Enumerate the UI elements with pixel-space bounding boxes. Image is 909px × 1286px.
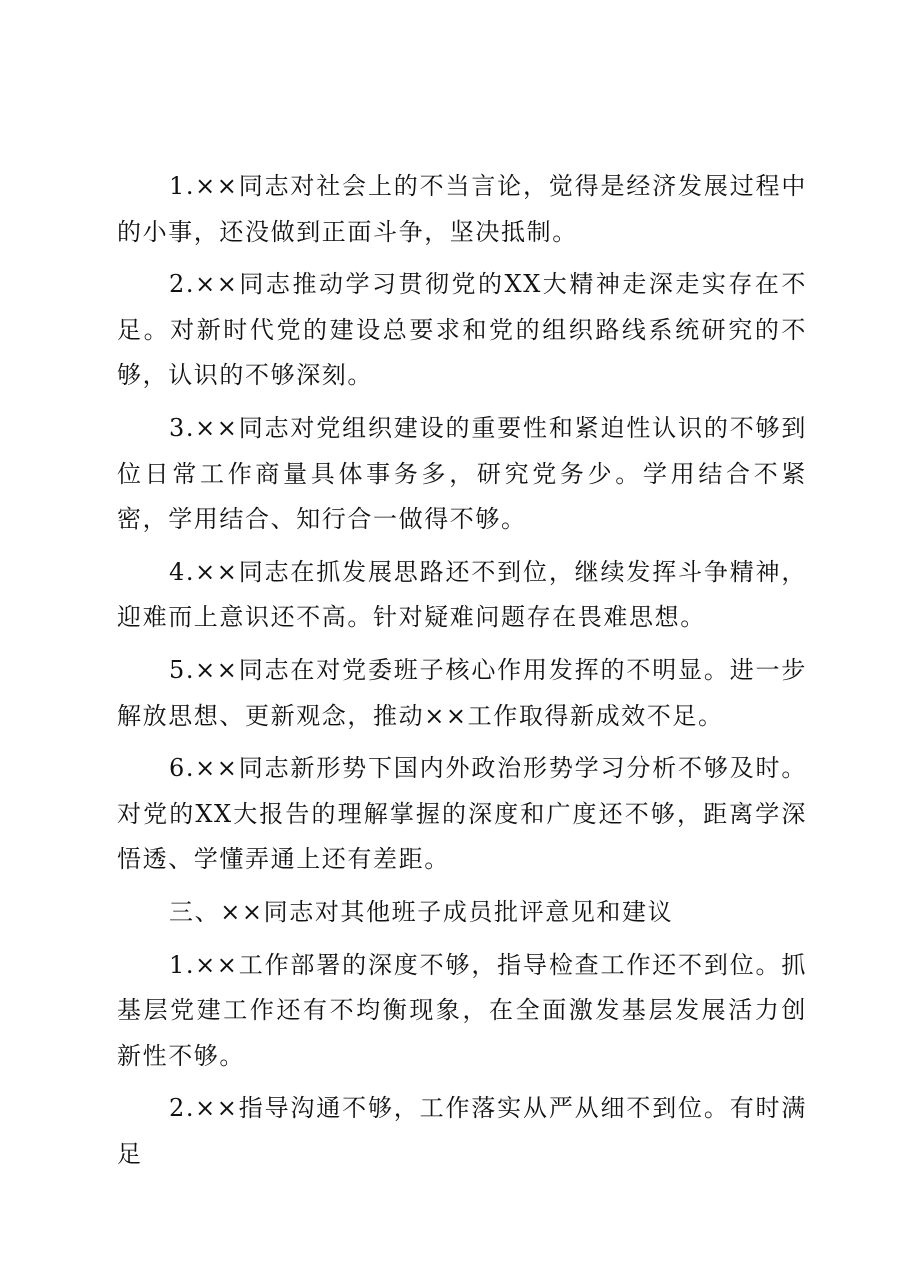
paragraph-item-8: 2.××指导沟通不够，工作落实从严从细不到位。有时满足: [117, 1094, 807, 1168]
paragraph-item-2: 2.××同志推动学习贯彻党的XX大精神走深走实存在不足。对新时代党的建设总要求和党的组织路线系统研究的不够，认识的不够深刻。: [117, 270, 807, 390]
paragraph-item-3: 3.××同志对党组织建设的重要性和紧迫性认识的不够到位日常工作商量具体事务多，研究党务少。学用结合不紧密，学用结合、知行合一做得不够。: [117, 413, 807, 534]
paragraph-item-5: 5.××同志在对党委班子核心作用发挥的不明显。进一步解放思想、更新观念，推动××工作取得新成效不足。: [117, 655, 807, 730]
paragraph-item-6: 6.××同志新形势下国内外政治形势学习分析不够及时。对党的XX大报告的理解掌握的深度和广度还不够，距离学深悟透、学懂弄通上还有差距。: [117, 754, 807, 874]
document-body: [117, 164, 807, 1177]
paragraph-item-7: 1.××工作部署的深度不够，指导检查工作还不到位。抓基层党建工作还有不均衡现象，在全面激发基层发展活力创新性不够。: [117, 950, 807, 1070]
section-heading: 三、××同志对其他班子成员批评意见和建议: [169, 897, 674, 926]
paragraph-item-1: 1.××同志对社会上的不当言论，觉得是经济发展过程中的小事，还没做到正面斗争，坚决抵制。: [117, 172, 807, 246]
paragraph-item-4: 4.××同志在抓发展思路还不到位，继续发挥斗争精神，迎难而上意识还不高。针对疑难问题存在畏难思想。: [117, 557, 807, 632]
